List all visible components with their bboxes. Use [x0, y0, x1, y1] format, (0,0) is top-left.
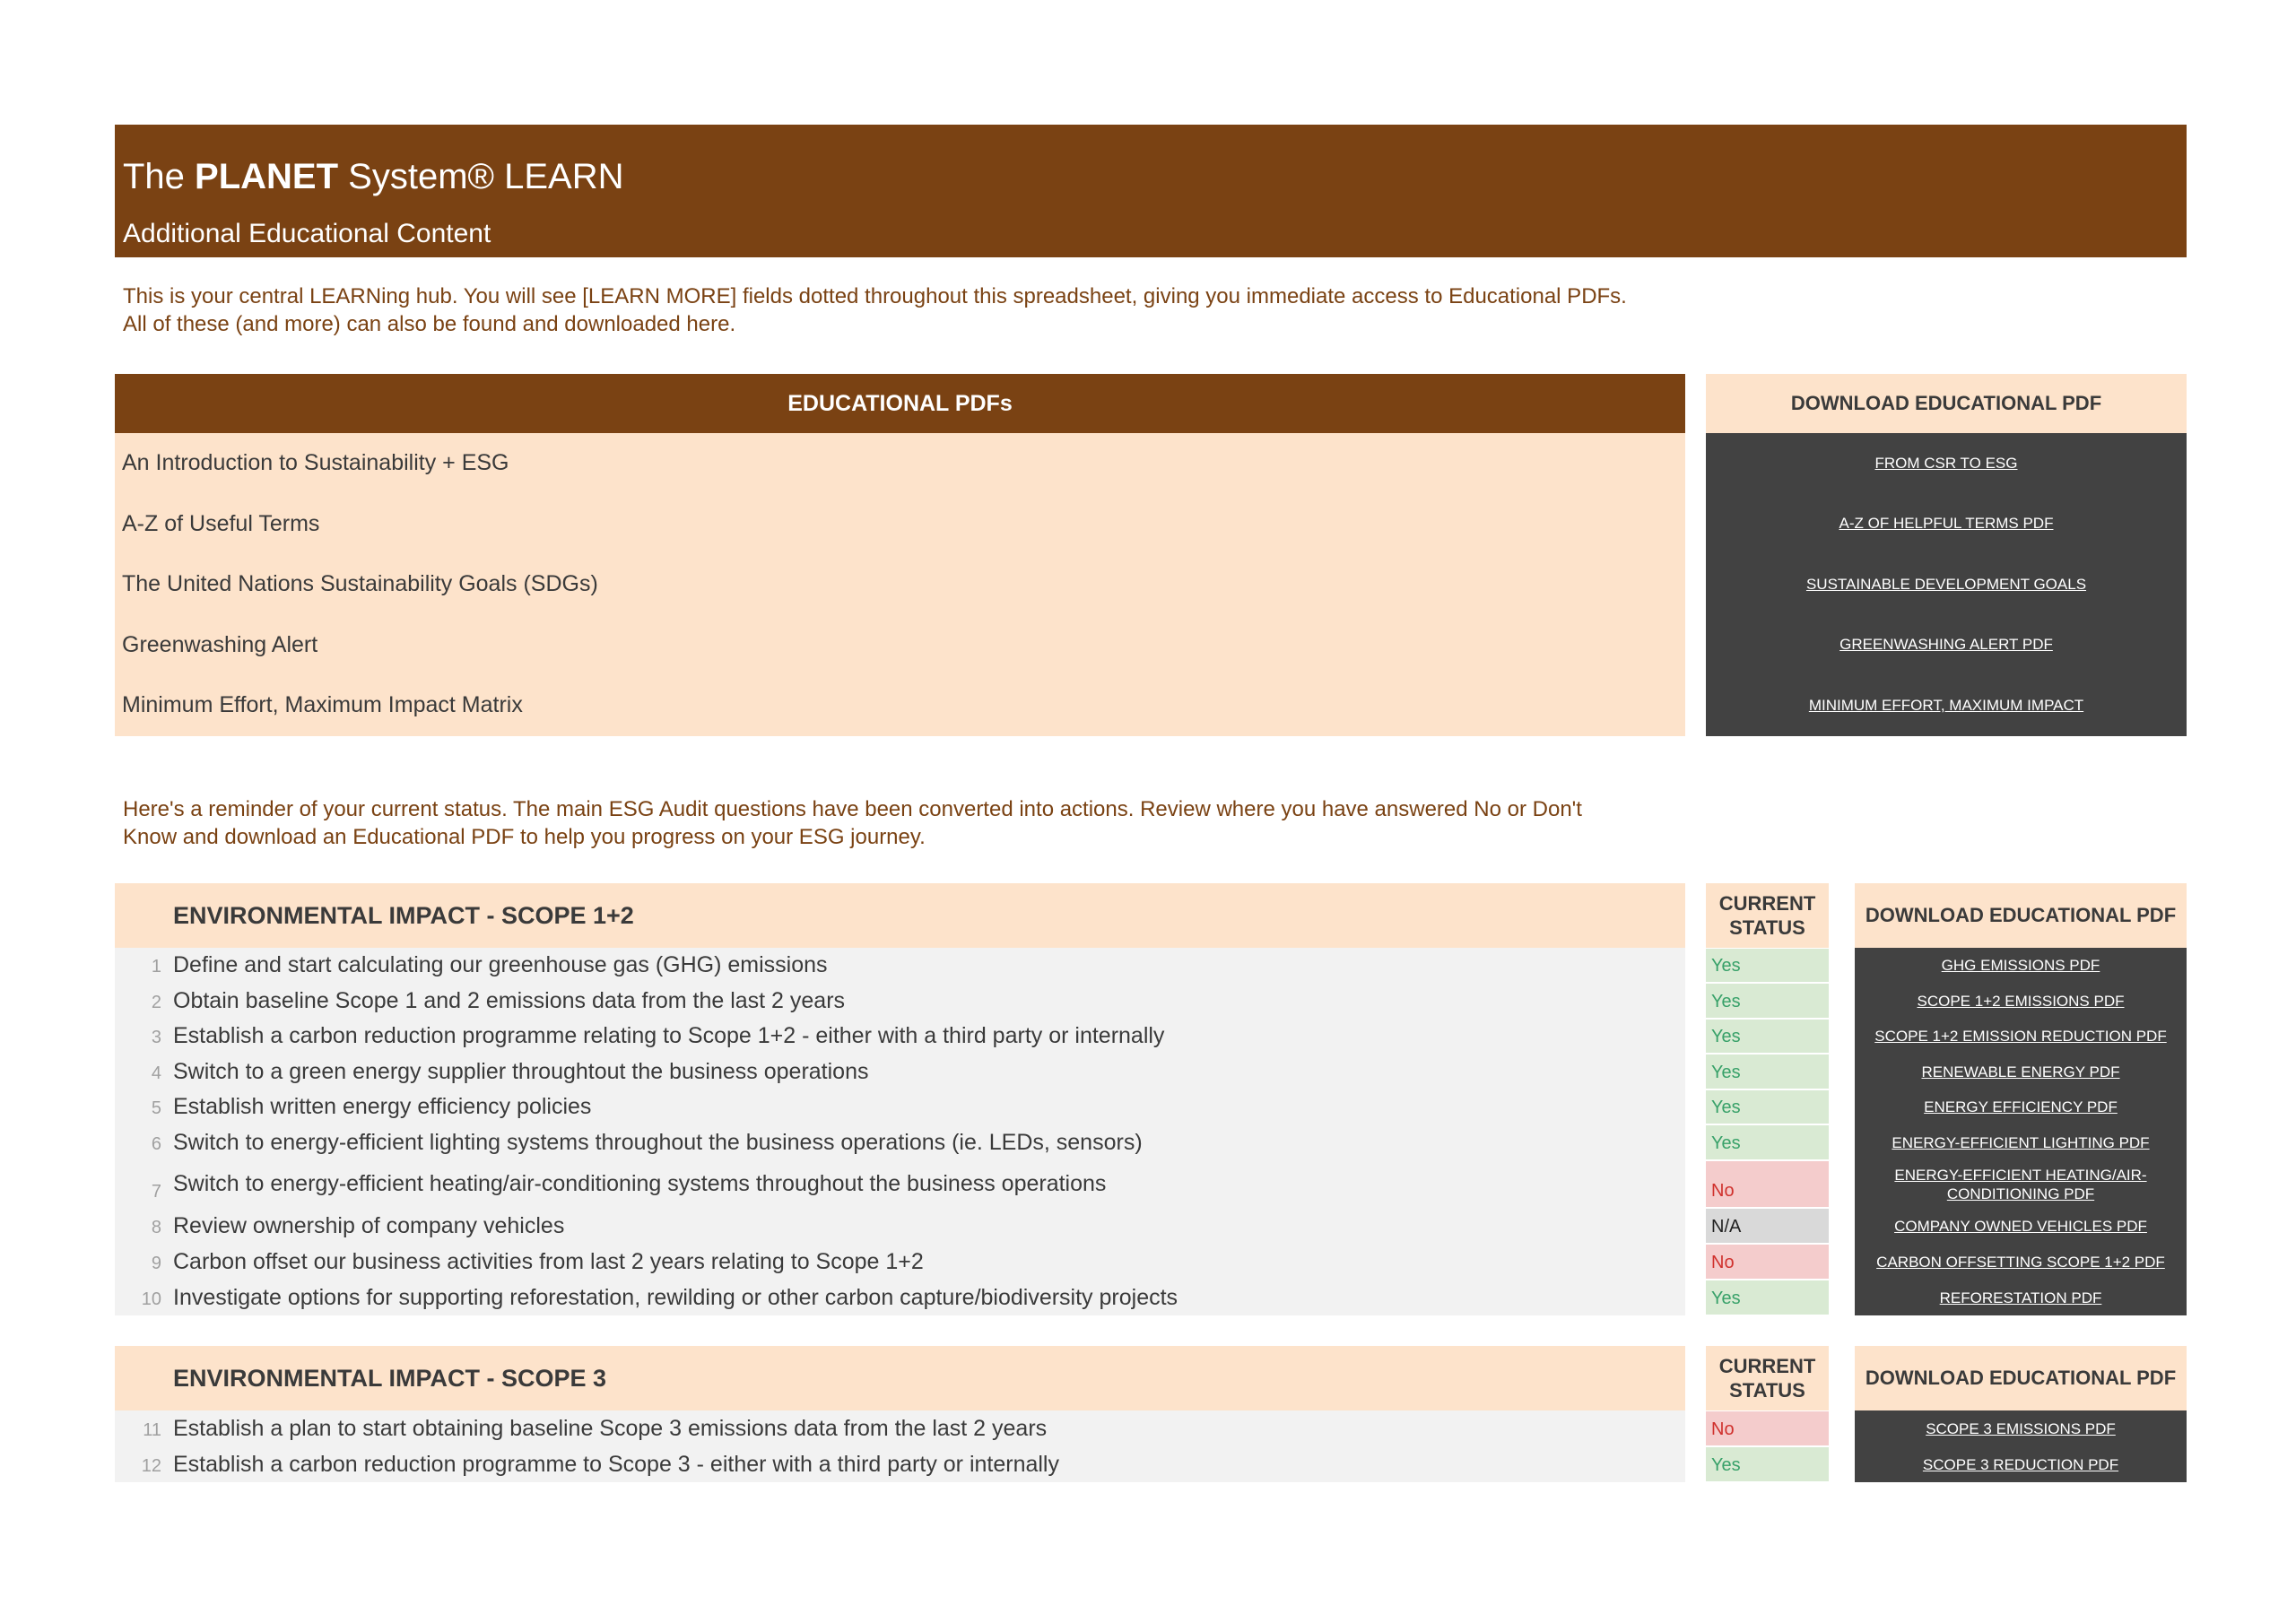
title-brand: PLANET [195, 157, 339, 196]
download-pdf-link[interactable]: SCOPE 3 REDUCTION PDF [1922, 1455, 2119, 1473]
educational-pdfs-header: EDUCATIONAL PDFs [115, 374, 1685, 433]
download-pdf-link[interactable]: RENEWABLE ENERGY PDF [1921, 1063, 2120, 1081]
action-text: Switch to energy-efficient heating/air-conditioning systems throughout the business operations [173, 1171, 1107, 1196]
row-number: 7 [151, 1182, 161, 1202]
status-header-line-2: STATUS [1729, 916, 1805, 939]
status-header-line-2: STATUS [1729, 1379, 1805, 1402]
scope3-status-header [1706, 1346, 1829, 1410]
status-cell[interactable]: Yes [1706, 1125, 1829, 1159]
row-number: 3 [151, 1028, 161, 1047]
page-subtitle: Additional Educational Content [123, 219, 491, 248]
download-pdf-link[interactable]: ENERGY EFFICIENCY PDF [1924, 1098, 2118, 1115]
educational-pdf-item [115, 554, 1685, 614]
scope3-download-header: DOWNLOAD EDUCATIONAL PDF [1855, 1346, 2187, 1410]
reminder-line-2: Know and download an Educational PDF to help you progress on your ESG journey. [123, 825, 926, 849]
row-number: 9 [151, 1254, 161, 1273]
reminder-line-1: Here's a reminder of your current status. The main ESG Audit questions have been converted into actions. Review where you have answered No or Don't [123, 797, 1582, 821]
educational-pdf-item [115, 675, 1685, 735]
educational-pdf-item [115, 494, 1685, 554]
action-text: Establish a carbon reduction programme relating to Scope 1+2 - either with a third party or internally [173, 1023, 1165, 1048]
intro-text [123, 282, 2141, 338]
educational-pdf-label: Minimum Effort, Maximum Impact Matrix [122, 692, 523, 718]
row-number: 12 [141, 1456, 161, 1476]
intro-line-2: All of these (and more) can also be found and downloaded here. [123, 312, 736, 336]
reminder-text [123, 795, 1701, 851]
status-cell[interactable]: No [1706, 1161, 1829, 1207]
download-pdf-link[interactable]: GREENWASHING ALERT PDF [1839, 636, 2053, 654]
download-pdf-link[interactable]: ENERGY-EFFICIENT LIGHTING PDF [1892, 1133, 2150, 1151]
download-pdf-link[interactable]: FROM CSR TO ESG [1874, 454, 2018, 472]
download-pdf-link[interactable]: SCOPE 1+2 EMISSION REDUCTION PDF [1874, 1028, 2167, 1045]
download-pdf-link[interactable]: ENERGY-EFFICIENT HEATING/AIR-CONDITIONING PDF [1894, 1166, 2147, 1202]
action-text: Carbon offset our business activities from last 2 years relating to Scope 1+2 [173, 1248, 924, 1274]
status-cell[interactable]: No [1706, 1411, 1829, 1445]
page-title [123, 159, 623, 195]
download-pdf-link[interactable]: REFORESTATION PDF [1939, 1289, 2102, 1306]
educational-pdf-label: A-Z of Useful Terms [122, 510, 320, 536]
download-pdf-link[interactable]: MINIMUM EFFORT, MAXIMUM IMPACT [1808, 696, 2084, 714]
status-cell[interactable]: N/A [1706, 1209, 1829, 1243]
action-text: Switch to energy-efficient lighting systems throughout the business operations (ie. LEDs, sensors) [173, 1129, 1143, 1155]
download-pdf-header: DOWNLOAD EDUCATIONAL PDF [1706, 374, 2187, 433]
scope12-status-header [1706, 883, 1829, 948]
educational-pdf-item [115, 615, 1685, 675]
status-cell[interactable]: Yes [1706, 1090, 1829, 1124]
download-pdf-link[interactable]: GHG EMISSIONS PDF [1941, 957, 2100, 974]
status-cell[interactable]: Yes [1706, 984, 1829, 1018]
download-pdf-link[interactable]: CARBON OFFSETTING SCOPE 1+2 PDF [1876, 1253, 2165, 1271]
educational-pdf-label: The United Nations Sustainability Goals (SDGs) [122, 571, 598, 597]
educational-pdf-label: Greenwashing Alert [122, 631, 318, 657]
download-pdf-link[interactable]: COMPANY OWNED VEHICLES PDF [1894, 1217, 2147, 1235]
row-number: 8 [151, 1218, 161, 1237]
scope12-title: ENVIRONMENTAL IMPACT - SCOPE 1+2 [115, 883, 1685, 948]
row-number: 6 [151, 1134, 161, 1154]
title-suffix: System® LEARN [338, 157, 624, 196]
download-pdf-link[interactable]: SCOPE 1+2 EMISSIONS PDF [1917, 992, 2125, 1010]
intro-line-1: This is your central LEARNing hub. You will see [LEARN MORE] fields dotted throughout this spreadsheet, giving you immediate access to Educational PDFs. [123, 284, 1627, 308]
status-cell[interactable]: Yes [1706, 1020, 1829, 1053]
download-pdf-link[interactable]: SUSTAINABLE DEVELOPMENT GOALS [1805, 575, 2087, 593]
educational-pdf-item [115, 433, 1685, 493]
action-text: Obtain baseline Scope 1 and 2 emissions data from the last 2 years [173, 987, 846, 1013]
download-pdf-link[interactable]: SCOPE 3 EMISSIONS PDF [1926, 1419, 2116, 1437]
scope12-download-header: DOWNLOAD EDUCATIONAL PDF [1855, 883, 2187, 948]
status-cell[interactable]: No [1706, 1245, 1829, 1279]
scope3-title: ENVIRONMENTAL IMPACT - SCOPE 3 [115, 1346, 1685, 1410]
action-text: Review ownership of company vehicles [173, 1212, 565, 1238]
status-cell[interactable]: Yes [1706, 1055, 1829, 1089]
status-header-line-1: CURRENT [1718, 1355, 1816, 1377]
action-text: Switch to a green energy supplier throughtout the business operations [173, 1058, 869, 1084]
row-number: 10 [141, 1289, 161, 1309]
action-text: Establish a plan to start obtaining baseline Scope 3 emissions data from the last 2 years [173, 1415, 1048, 1441]
status-header-line-1: CURRENT [1718, 892, 1816, 915]
action-text: Define and start calculating our greenhouse gas (GHG) emissions [173, 952, 828, 977]
download-pdf-link[interactable]: A-Z OF HELPFUL TERMS PDF [1839, 515, 2054, 533]
action-text: Establish written energy efficiency policies [173, 1094, 592, 1119]
title-prefix: The [123, 157, 196, 196]
action-text: Investigate options for supporting reforestation, rewilding or other carbon capture/biodiversity projects [173, 1284, 1178, 1310]
status-cell[interactable]: Yes [1706, 949, 1829, 982]
row-number: 5 [151, 1098, 161, 1118]
action-text: Establish a carbon reduction programme to Scope 3 - either with a third party or internally [173, 1451, 1059, 1477]
row-number: 4 [151, 1063, 161, 1083]
row-number: 2 [151, 993, 161, 1012]
educational-pdf-label: An Introduction to Sustainability + ESG [122, 450, 509, 475]
status-cell[interactable]: Yes [1706, 1447, 1829, 1481]
row-number: 11 [143, 1420, 161, 1440]
row-number: 1 [151, 957, 161, 976]
header-banner [115, 125, 2187, 257]
status-cell[interactable]: Yes [1706, 1280, 1829, 1315]
